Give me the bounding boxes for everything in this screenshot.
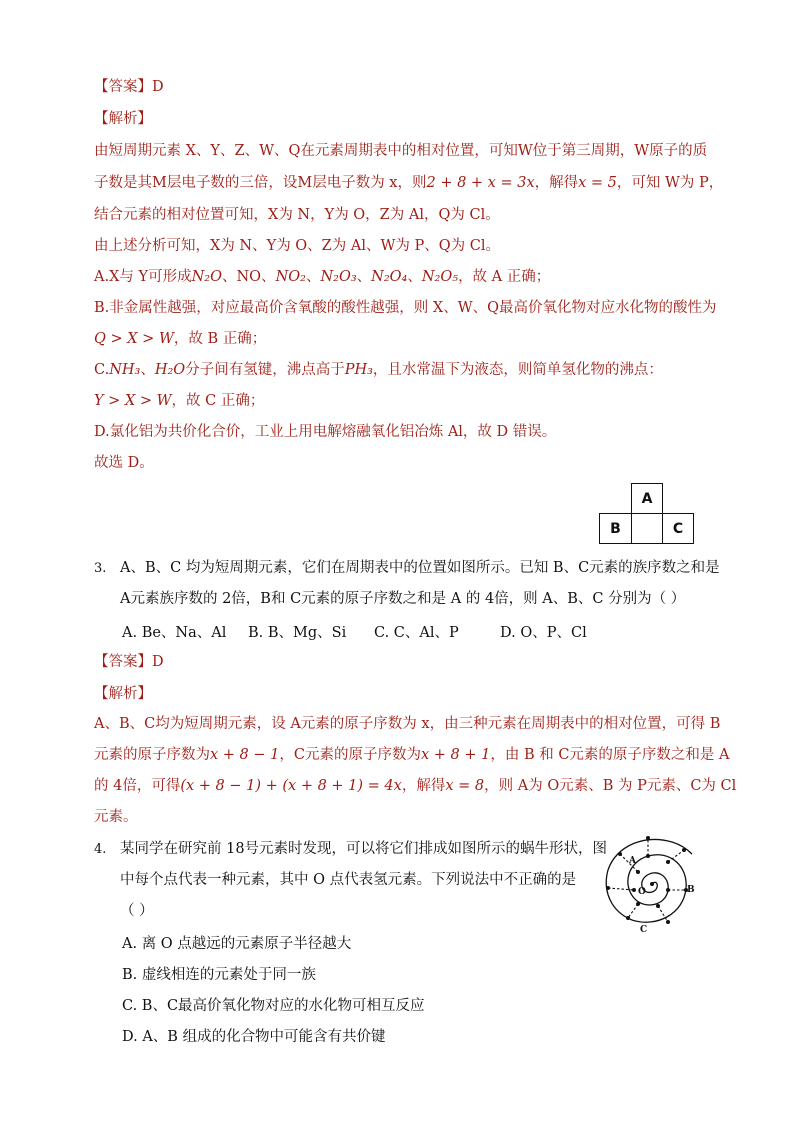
text: ，故 C 正确； (171, 393, 265, 409)
q4-option-b: B. 虚线相连的元素处于同一族 (122, 967, 316, 983)
q4-option-d: D. A、B 组成的化合物中可能含有共价键 (122, 1029, 386, 1045)
text: 、 (407, 269, 422, 285)
cell-c: C (662, 513, 694, 544)
cell-a: A (631, 483, 663, 514)
q2-analysis-line-8 (94, 360, 663, 380)
q2-analysis-line-4: 由上述分析可知，X为 N、Y为 O、Z为 Al、W为 P、Q为 Cl。 (94, 238, 500, 254)
q4-stem-line-1: 某同学在研究前 18号元素时发现，可以将它们排成如图所示的蜗牛形状，图 (120, 841, 608, 857)
q3-option-a: A. Be、Na、Al (122, 625, 227, 641)
formula: H₂O (154, 362, 186, 378)
label-c: C (640, 925, 648, 935)
text: ，则 A为 O元素、B 为 P元素、C为 Cl (484, 778, 737, 794)
equation: x + 8 − 1 (210, 747, 280, 763)
q3-analysis-label: 【解析】 (94, 686, 152, 702)
text: ，解得 (401, 778, 446, 794)
q2-analysis-line-3: 结合元素的相对位置可知，X为 N，Y为 O，Z为 Al，Q为 Cl。 (94, 207, 500, 223)
equation: x + 8 + 1 (420, 747, 491, 763)
text: 元素的原子序数为 (94, 747, 210, 763)
formula: PH₃ (344, 362, 373, 378)
equation: Y > X > W (94, 393, 172, 409)
q3-analysis-line-3 (94, 776, 736, 796)
q3-answer (94, 652, 164, 672)
q2-answer (94, 77, 164, 97)
q2-analysis-line-11: 故选 D。 (94, 455, 154, 471)
formula: NH₃ (109, 362, 141, 378)
q2-analysis-line-10: D.氯化铝为共价化合价，工业上用电解熔融氧化铝冶炼 Al，故 D 错误。 (94, 424, 557, 440)
equation: x = 5 (578, 175, 617, 191)
cell-empty (631, 513, 663, 544)
label-o: O (638, 887, 646, 897)
text: 分子间有氢键，沸点高于 (185, 362, 345, 378)
q4-option-a: A. 离 O 点越远的元素原子半径越大 (122, 936, 352, 952)
equation: Q > X > W (94, 331, 174, 347)
q3-stem-line-2: A元素族序数的 2倍，B和 C元素的原子序数之和是 A 的 4倍，则 A、B、C 分别为（ ） (120, 591, 686, 607)
q2-analysis-line-7 (94, 329, 266, 349)
equation: (x + 8 − 1) + (x + 8 + 1) = 4x (180, 778, 402, 794)
q2-analysis-label: 【解析】 (94, 111, 152, 127)
cell-b: B (599, 513, 632, 544)
q3-option-c: C. C、Al、P (374, 625, 459, 641)
answer-value: D (152, 79, 164, 95)
q4-option-c: C. B、C最高价氧化物对应的水化物可相互反应 (122, 998, 425, 1014)
text: ，故 A 正确； (458, 269, 551, 285)
q3-analysis-line-4: 元素。 (94, 809, 138, 825)
q2-analysis-line-1: 由短周期元素 X、Y、Z、W、Q在元素周期表中的相对位置，可知W位于第三周期，W原子的质 (94, 143, 708, 159)
label-a: A (629, 856, 636, 866)
question-number: 4. (94, 842, 107, 857)
q3-analysis-line-1: A、B、C均为短周期元素，设 A元素的原子序数为 x，由三种元素在周期表中的相对位置，可得 B (94, 716, 721, 732)
text: 、NO、 (221, 269, 276, 285)
q3-option-b: B. B、Mg、Si (248, 625, 347, 641)
text: C. (94, 362, 110, 378)
text: ，且水常温下为液态，则简单氢化物的沸点： (372, 362, 663, 378)
question-number: 3. (94, 561, 107, 576)
equation: x = 8 (445, 778, 485, 794)
text: 、 (305, 269, 321, 285)
text: ，可知 W为 P， (616, 175, 724, 191)
formula: N₂O₃ (320, 269, 357, 285)
text: A.X与 Y可形成 (94, 269, 192, 285)
q2-analysis-line-9 (94, 391, 264, 411)
q4-stem-line-3: （ ） (120, 903, 154, 919)
answer-value: D (152, 654, 164, 670)
formula: N₂O (191, 269, 222, 285)
formula: NO₂ (275, 269, 306, 285)
text: ，解得 (534, 175, 579, 191)
snail-diagram (598, 832, 698, 936)
answer-label: 【答案】 (94, 79, 152, 95)
text: ，由 B 和 C元素的原子序数之和是 A (490, 747, 730, 763)
label-b: B (687, 885, 695, 895)
text: 、 (356, 269, 372, 285)
q2-analysis-line-2 (94, 173, 723, 193)
answer-label: 【答案】 (94, 654, 152, 670)
q3-option-d: D. O、P、Cl (500, 625, 587, 641)
q4-stem-line-2: 中每个点代表一种元素，其中 O 点代表氢元素。下列说法中不正确的是 (120, 872, 577, 888)
text: 子数是其M层电子数的三倍，设M层电子数为 x，则 (94, 175, 427, 191)
formula: N₂O₅ (421, 269, 459, 285)
text: 的 4倍，可得 (94, 778, 181, 794)
formula: N₂O₄ (371, 269, 408, 285)
text: 、 (140, 362, 155, 378)
q3-analysis-line-2 (94, 745, 730, 765)
equation: 2 + 8 + x = 3x (426, 175, 535, 191)
text: ，故 B 正确； (173, 331, 267, 347)
q2-analysis-line-5 (94, 267, 550, 287)
q3-stem-line-1: A、B、C 均为短周期元素，它们在周期表中的位置如图所示。已知 B、C元素的族序数之和是 (120, 560, 720, 576)
q2-analysis-line-6: B.非金属性越强，对应最高价含氧酸的酸性越强，则 X、W、Q最高价氧化物对应水化物的酸性为 (94, 300, 717, 316)
text: ，C元素的原子序数为 (279, 747, 421, 763)
